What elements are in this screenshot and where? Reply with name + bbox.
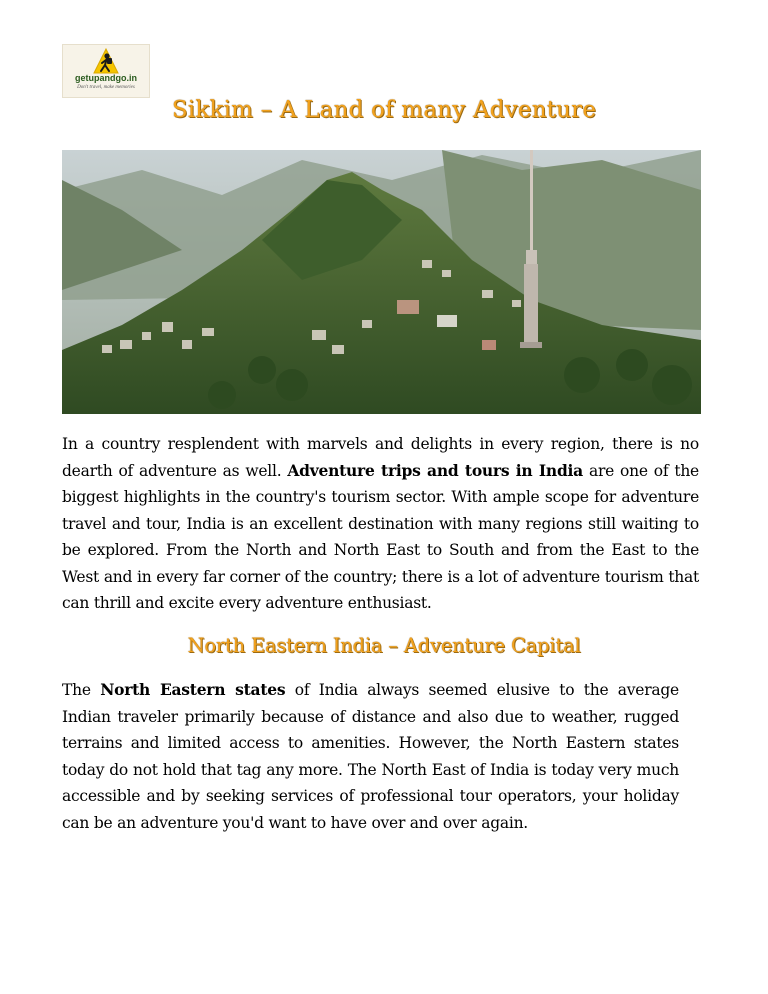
adventure-trips-link[interactable]: Adventure trips and tours in India	[287, 460, 583, 480]
ne-text-end: of India always seemed elusive to the average Indian traveler primarily because of distance and also due to weather, rugged terrains and limited access to amenities. However, the North Eastern states today do not hold that tag any more. The North East of India is today very much accessible and by seeking services of professional tour operators, your holiday can be an adventure you'd want to have over and over again.	[62, 681, 679, 832]
intro-text-start: In a country resplendent with marvels and delights in every region, there is no dearth of adventure as well.	[62, 435, 699, 480]
intro-paragraph	[62, 431, 699, 617]
north-east-paragraph	[62, 677, 679, 836]
logo-tagline: Don't travel, make memories	[77, 85, 135, 90]
intro-text-end: are one of the biggest highlights in the country's tourism sector. With ample scope for adventure travel and tour, India is an excellent destination with many regions still waiting to be explored. From the North and North East to South and from the East to the West and in every far corner of the country; there is a lot of adventure tourism that can thrill and excite every adventure enthusiast.	[62, 461, 699, 612]
section-heading: North Eastern India – Adventure Capital	[187, 634, 581, 657]
sikkim-landscape-photo	[62, 150, 701, 414]
site-logo[interactable]	[62, 44, 150, 98]
logo-brand: getupandgo.in	[75, 73, 137, 83]
ne-text-start: The	[62, 681, 101, 699]
north-eastern-states-link[interactable]: North Eastern states	[100, 680, 286, 699]
mountain-town-photo-icon	[62, 150, 701, 414]
page-title: Sikkim – A Land of many Adventure	[171, 97, 597, 123]
